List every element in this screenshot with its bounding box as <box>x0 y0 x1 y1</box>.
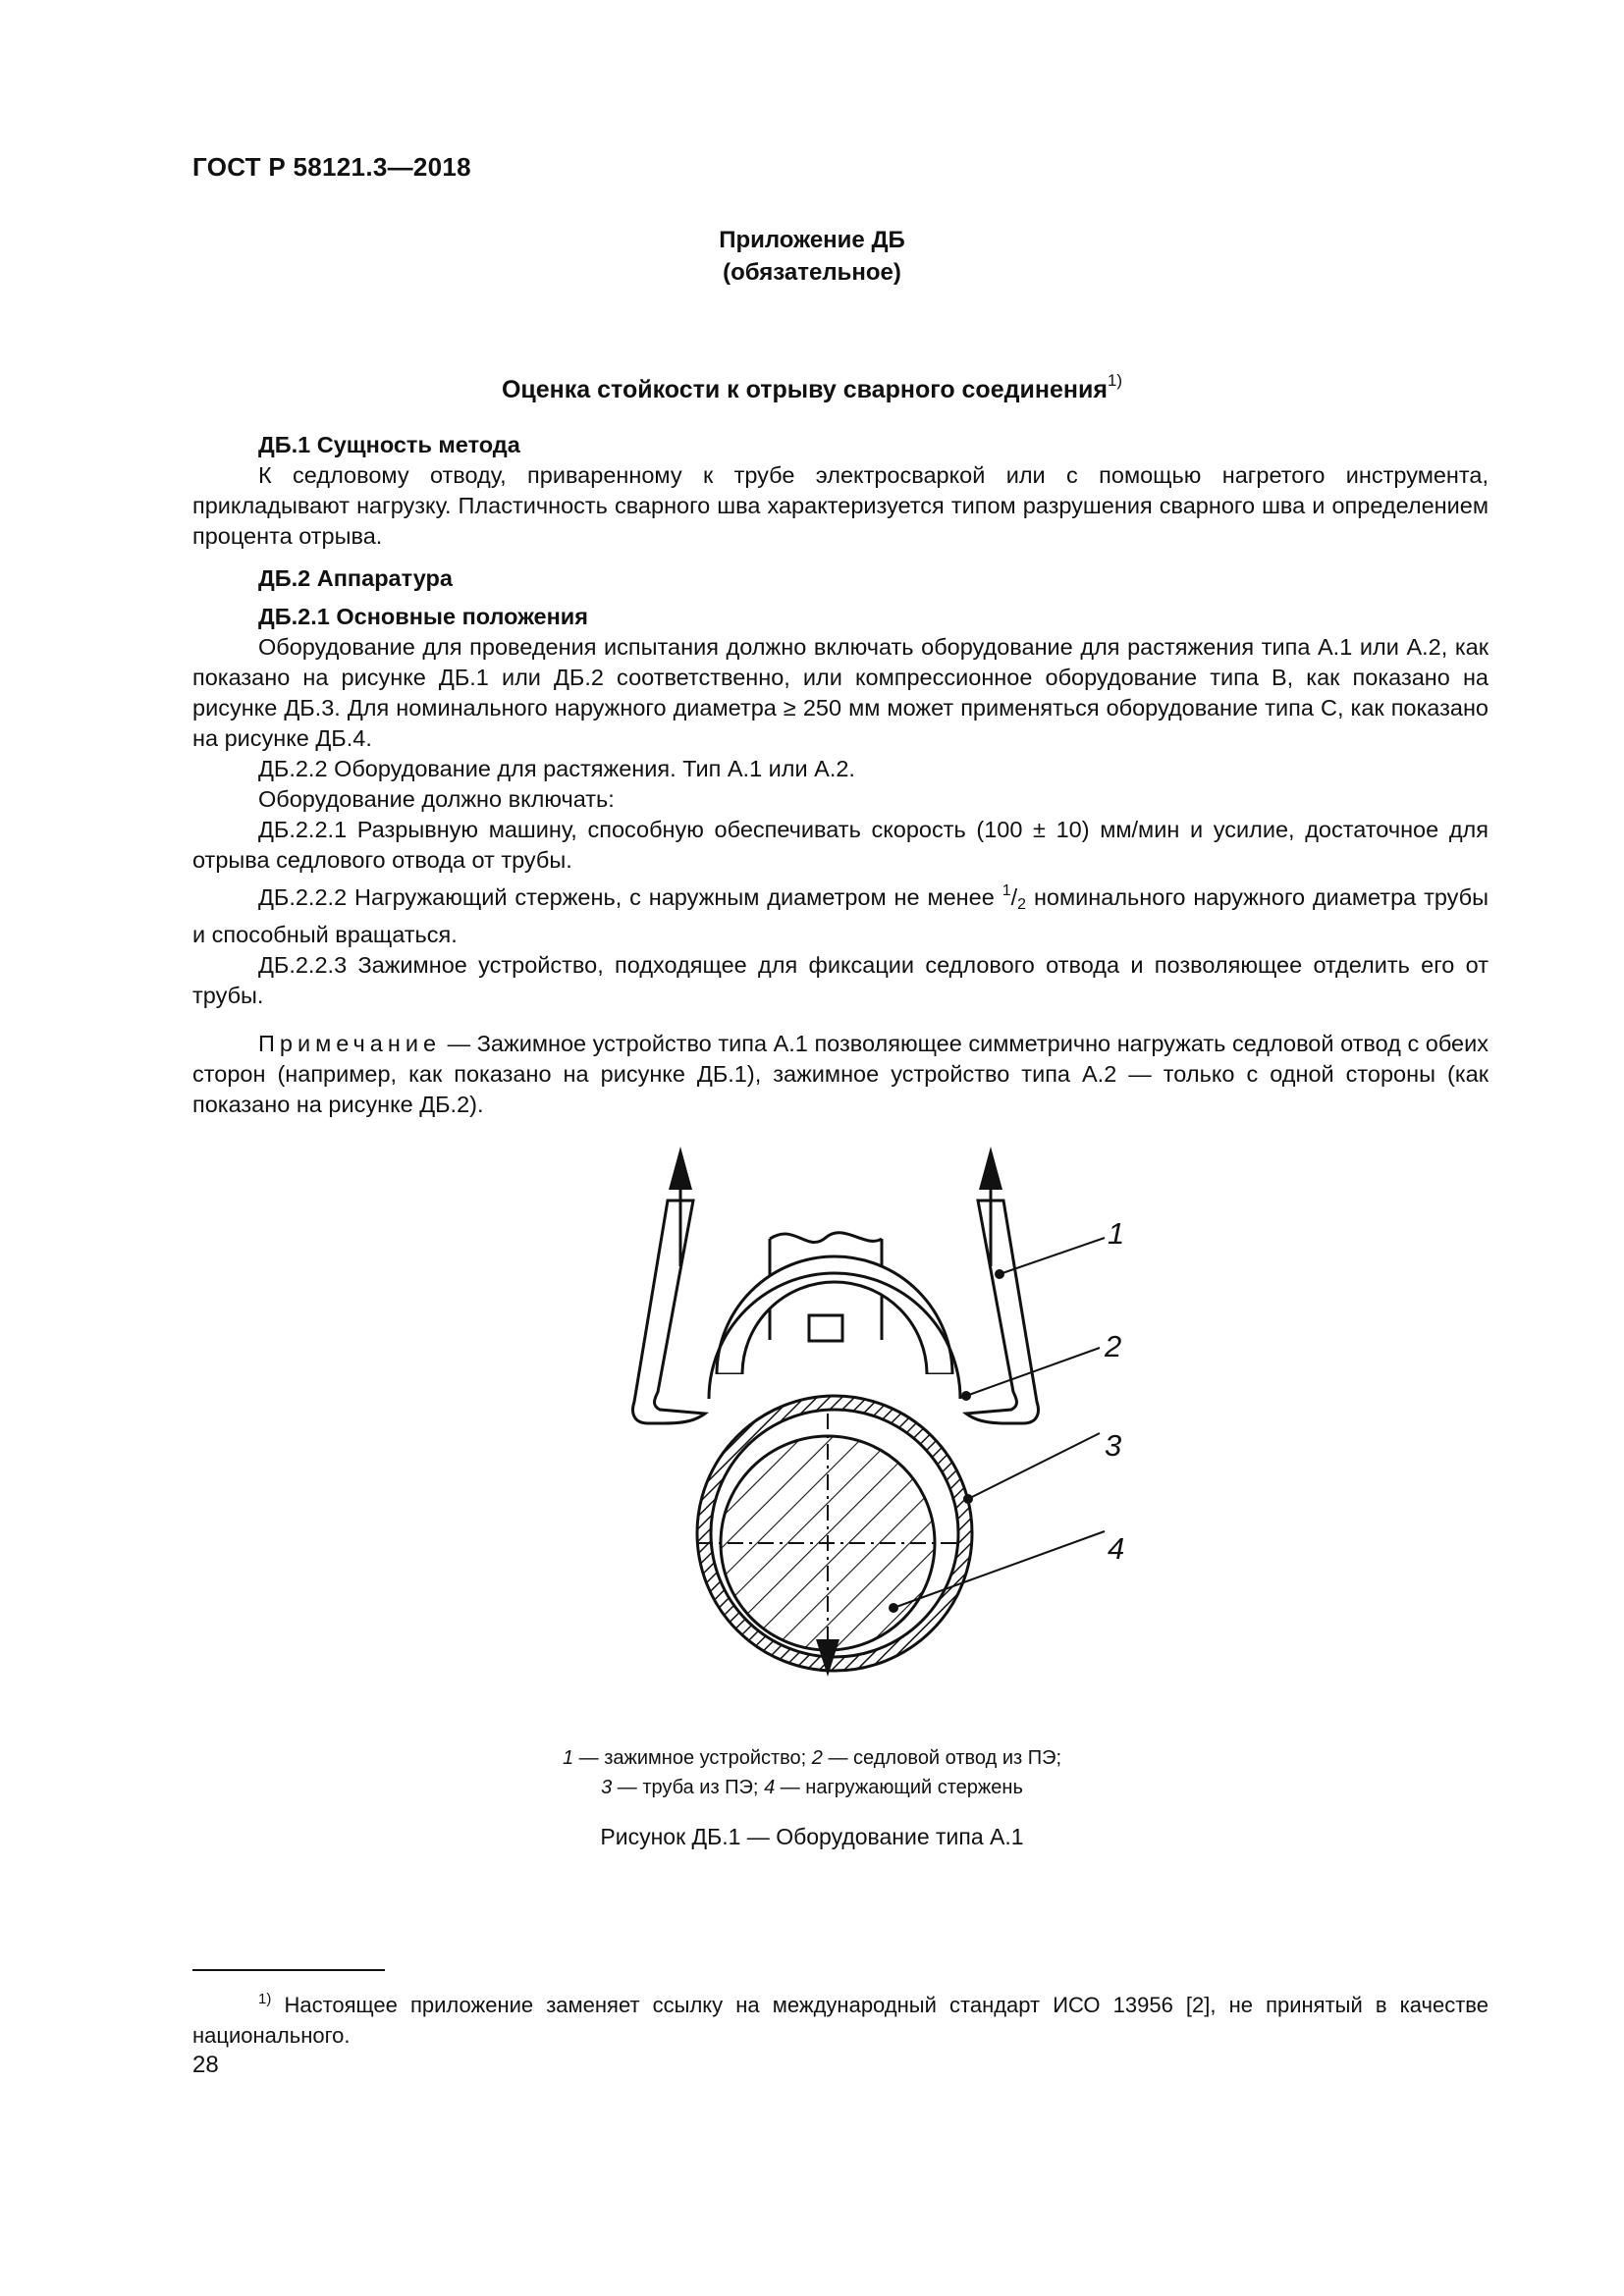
annex-title: Приложение ДБ <box>719 227 905 253</box>
body-text <box>192 430 1489 1120</box>
legend-line-1: 1 — зажимное устройство; 2 — седловой отвод из ПЭ; <box>562 1747 1062 1769</box>
section-db223-text: ДБ.2.2.3 Зажимное устройство, подходящее для фиксации седлового отвода и позволяющее отделить его от трубы. <box>192 952 1489 1008</box>
footnote-text: Настоящее приложение заменяет ссылку на международный стандарт ИСО 13956 [2], не принятый в качестве национального. <box>192 1993 1489 2048</box>
callout-3: 3 <box>1105 1428 1122 1463</box>
annex-status: (обязательное) <box>723 259 901 286</box>
section-db221-text: ДБ.2.2.1 Разрывную машину, способную обеспечивать скорость (100 ± 10) мм/мин и усилие, достаточное для отрыва седлового отвода от трубы. <box>192 817 1489 873</box>
annex-title-block <box>0 224 1624 289</box>
callout-4: 4 <box>1108 1531 1125 1566</box>
section-db222-text <box>192 876 1489 950</box>
callout-1: 1 <box>1108 1216 1125 1251</box>
legend-line-2: 3 — труба из ПЭ; 4 — нагружающий стержень <box>601 1777 1023 1798</box>
main-heading <box>0 371 1624 404</box>
footnote-divider <box>192 1969 385 1971</box>
section-db1-text: К седловому отводу, приваренному к трубе электросваркой или с помощью нагретого инструмента, прикладывают нагрузку. Пластичность сварного шва характеризуется типом разрушения сварного шва и определением процента отрыва. <box>192 462 1489 549</box>
heading-footnote-mark: 1) <box>1107 371 1123 390</box>
db222-text-before: ДБ.2.2.2 Нагружающий стержень, с наружным диаметром не менее <box>258 884 995 910</box>
figure-db1-diagram <box>550 1139 1139 1728</box>
footnote-mark: 1) <box>258 1991 272 2007</box>
note-text: — Зажимное устройство типа А.1 позволяющее симметрично нагружать седловой отвод с обеих сторон (например, как показано на рисунке ДБ.1), зажимное устройство типа А.2 — только с одной стороны (как показано на рисунке ДБ.2). <box>192 1031 1489 1117</box>
page-number: 28 <box>192 2052 219 2078</box>
section-db22-text: ДБ.2.2 Оборудование для растяжения. Тип А.1 или А.2. <box>258 756 855 781</box>
clamping-device <box>633 1147 1039 1423</box>
figure-legend <box>0 1743 1624 1802</box>
db222-text-after: номинального наружного диаметра трубы и способный вращаться. <box>192 884 1489 947</box>
note <box>192 1029 1489 1120</box>
section-db22-intro: Оборудование должно включать: <box>258 786 615 812</box>
document-header: ГОСТ Р 58121.3—2018 <box>192 152 471 182</box>
section-db1-heading: ДБ.1 Сущность метода <box>258 432 520 457</box>
figure-caption: Рисунок ДБ.1 — Оборудование типа А.1 <box>600 1824 1024 1849</box>
callout-2: 2 <box>1105 1329 1122 1363</box>
section-db21-heading: ДБ.2.1 Основные положения <box>258 604 588 629</box>
section-db21-text: Оборудование для проведения испытания должно включать оборудование для растяжения типа А.1 или А.2, как показано на рисунке ДБ.1 или ДБ.2 соответственно, или компрессионное оборудование типа В, как показано на рисунке ДБ.3. Для номинального наружного диаметра ≥ 250 мм может применяться оборудование типа С, как показано на рисунке ДБ.4. <box>192 634 1489 751</box>
main-heading-text: Оценка стойкости к отрыву сварного соединения <box>501 376 1108 403</box>
footnote <box>192 1984 1489 2051</box>
section-db2-heading: ДБ.2 Аппаратура <box>258 565 453 591</box>
note-label: Примечание <box>258 1031 442 1056</box>
half-fraction: $^1/_2$ <box>1001 882 1027 913</box>
